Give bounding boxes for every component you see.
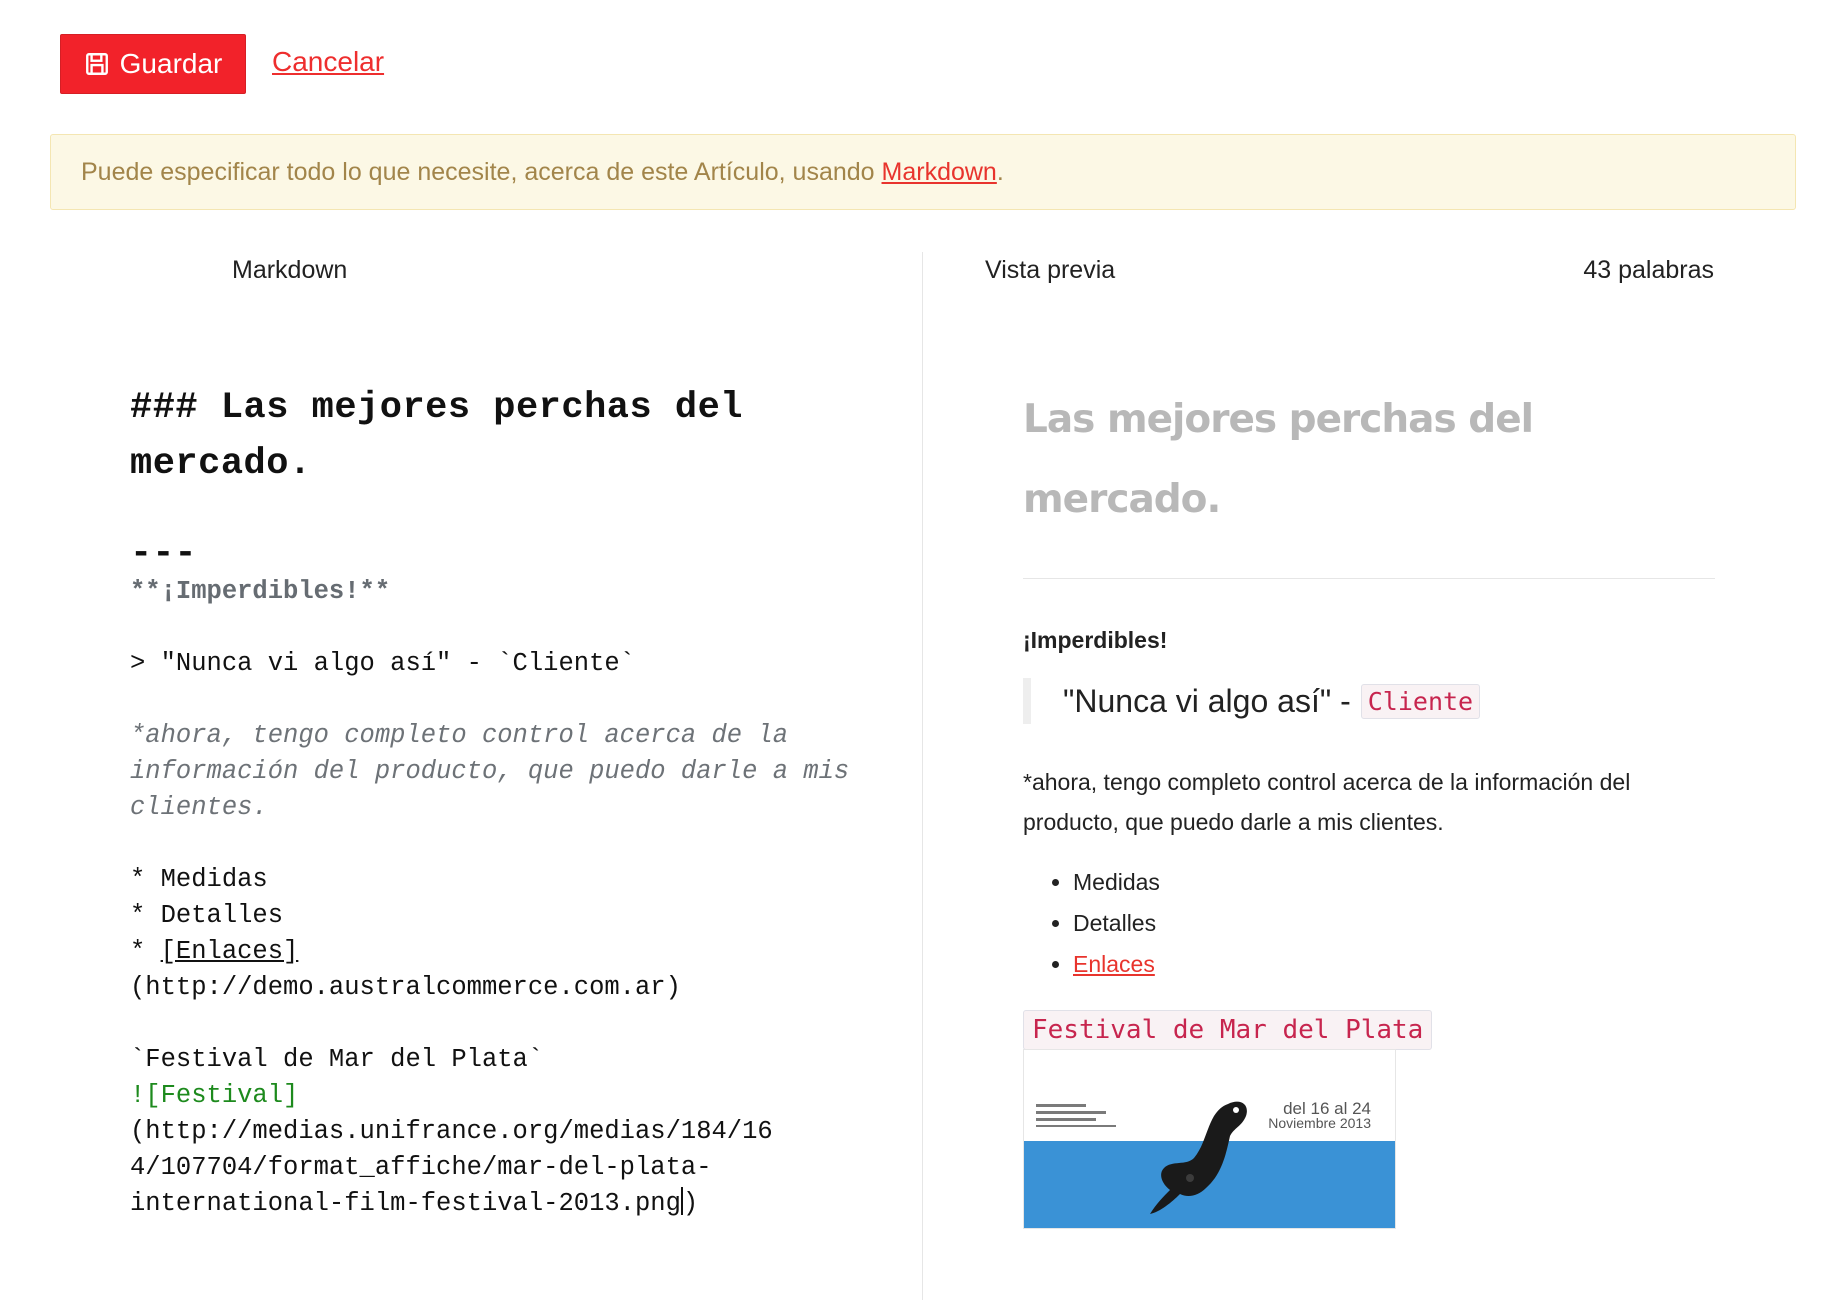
markdown-preview bbox=[1023, 380, 1715, 1229]
preview-link[interactable]: Enlaces bbox=[1073, 951, 1155, 977]
cancel-link[interactable]: Cancelar bbox=[272, 46, 385, 77]
preview-strong: ¡Imperdibles! bbox=[1023, 627, 1168, 653]
editor-list-item: * Medidas bbox=[130, 865, 268, 894]
preview-quote-code: Cliente bbox=[1361, 684, 1480, 719]
editor-image-url: (http://medias.unifrance.org/medias/184/16 bbox=[130, 1117, 773, 1146]
poster-date-range: del 16 al 24 bbox=[1283, 1099, 1371, 1118]
preview-list-item bbox=[1073, 944, 1715, 985]
preview-quote-text: "Nunca vi algo así" - bbox=[1063, 682, 1351, 719]
editor-em-line: *ahora, tengo completo control acerca de la información del producto, que puedo darle a mis clientes. bbox=[130, 721, 850, 822]
save-button-label: Guardar bbox=[119, 48, 223, 79]
markdown-editor[interactable] bbox=[130, 380, 850, 1222]
preview-blockquote bbox=[1023, 678, 1715, 724]
floppy-disk-icon bbox=[84, 51, 110, 77]
preview-list-item: • Detalles bbox=[1073, 903, 1715, 944]
editor-image-url: 4/107704/format_affiche/mar-del-plata- bbox=[130, 1153, 712, 1182]
editor-heading-line: ### Las mejores perchas del mercado. bbox=[130, 387, 743, 485]
save-button[interactable] bbox=[60, 34, 246, 94]
editor-image-alt: ![Festival] bbox=[130, 1081, 299, 1110]
editor-strong-line: **¡Imperdibles!** bbox=[130, 577, 391, 606]
editor-link-line bbox=[130, 934, 850, 970]
alert-message: Puede especificar todo lo que necesite, acerca de este Artículo, usando bbox=[81, 157, 882, 186]
preview-divider bbox=[1023, 578, 1715, 579]
editor-code-line: `Festival de Mar del Plata` bbox=[130, 1045, 544, 1074]
preview-tab-label: Vista previa bbox=[985, 256, 1116, 284]
editor-list-item: * Detalles bbox=[130, 901, 284, 930]
preview-paragraph: *ahora, tengo completo control acerca de la información del producto, que puedo darle a mis clientes. bbox=[1023, 769, 1631, 835]
markdown-tab-label: Markdown bbox=[232, 256, 348, 284]
poster-dates bbox=[1268, 1099, 1371, 1131]
editor-image-url-tail: international-film-festival-2013.png bbox=[130, 1189, 681, 1218]
markdown-help-link[interactable]: Markdown bbox=[881, 157, 997, 186]
alert-text bbox=[81, 158, 1004, 187]
preview-heading: Las mejores perchas del mercado. bbox=[1023, 397, 1534, 522]
editor-quote-line: > "Nunca vi algo así" - `Cliente` bbox=[130, 649, 635, 678]
editor-link-text: [Enlaces] bbox=[160, 937, 299, 966]
word-count: 43 palabras bbox=[1583, 256, 1714, 284]
festival-poster-image bbox=[1023, 1049, 1396, 1229]
editor-link-url: (http://demo.australcommerce.com.ar) bbox=[130, 973, 681, 1002]
preview-code-block bbox=[1023, 1015, 1432, 1045]
preview-list bbox=[1023, 862, 1715, 985]
sea-lion-illustration bbox=[1142, 1096, 1272, 1228]
editor-link-bullet: * bbox=[130, 937, 161, 966]
poster-month: Noviembre 2013 bbox=[1268, 1115, 1371, 1131]
pane-divider[interactable] bbox=[922, 252, 923, 1300]
poster-header-lines bbox=[1036, 1104, 1116, 1131]
preview-list-item: • Medidas bbox=[1073, 862, 1715, 903]
info-alert bbox=[50, 134, 1796, 210]
alert-period: . bbox=[996, 157, 1004, 186]
editor-image-url-end bbox=[130, 1186, 850, 1222]
editor-image-url-close: ) bbox=[682, 1189, 699, 1218]
editor-hr-line: --- bbox=[130, 533, 197, 575]
preview-inline-code: Festival de Mar del Plata bbox=[1023, 1010, 1432, 1050]
